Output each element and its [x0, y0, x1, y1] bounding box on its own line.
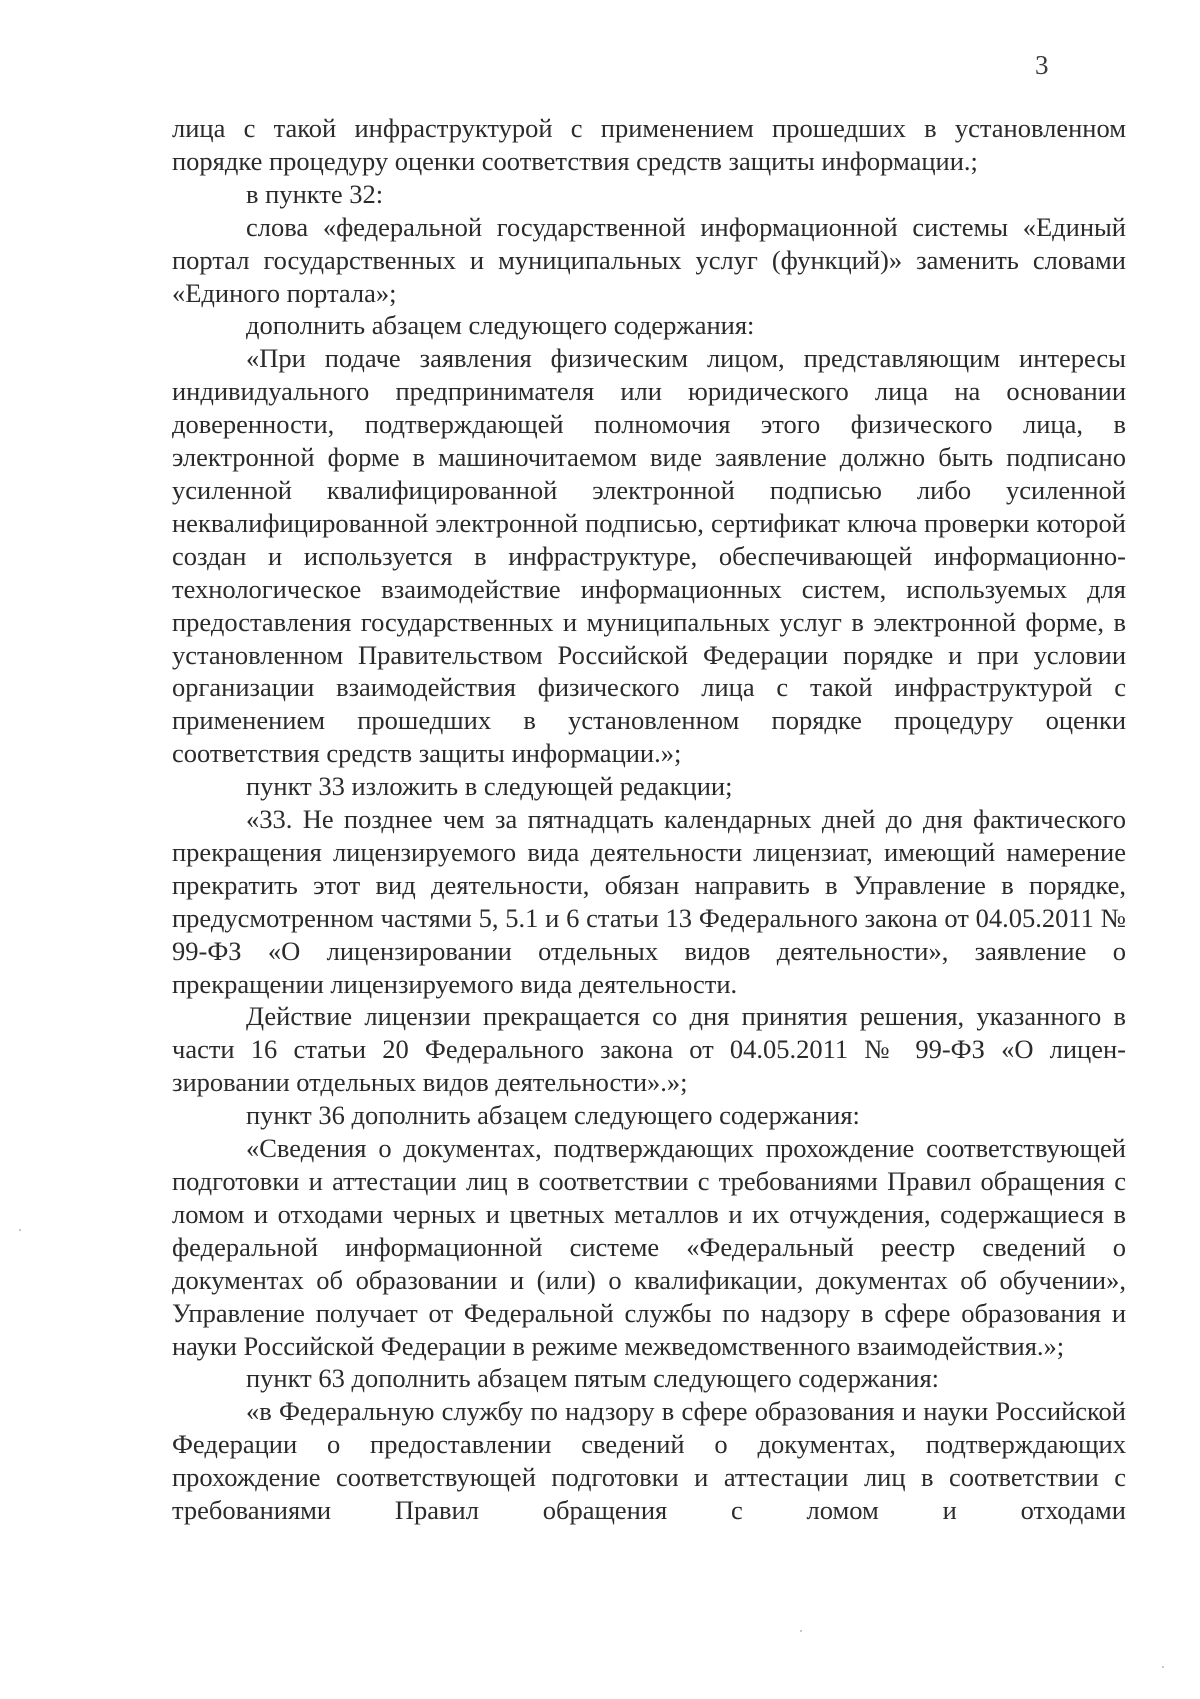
paragraph-2: в пункте 32:: [246, 178, 384, 209]
page-number: 3: [1035, 50, 1049, 80]
paragraph-8: Действие лицензии прекращается со дня принятия решения, указанного в части 16 статьи 20 Федерального закона от 04.05.2011 № 99-ФЗ «О лицен-зировании отдельных видов деятельности».»;: [172, 1001, 1126, 1098]
scan-speck: [800, 1630, 802, 1632]
paragraph-12: «в Федеральную службу по надзору в сфере образования и науки Российской Федерации о предоставлении сведений о документах, подтверждающих прохождение соответствующей подготовки и аттестации лиц в соответствии с требованиями Правил обращения с ломом и отходами: [172, 1396, 1126, 1526]
paragraph-10: «Сведения о документах, подтверждающих прохождение соответствующей подготовки и аттестации лиц в соответствии с требованиями Правил обращения с ломом и отходами черных и цветных металлов и их отчуждения, содержащиеся в федеральной информационной системе «Федеральный реестр сведений о документах об образовании и (или) о квалификации, документах об обучении», Управление получает от Федеральной службы по надзору в сфере образования и науки Российской Федерации в режиме межведомственного взаимодействия.»;: [172, 1133, 1126, 1361]
paragraph-3: слова «федеральной государственной информационной системы «Единый портал государственных и муниципальных услуг (функций)» заменить словами «Единого портала»;: [172, 211, 1126, 308]
paragraph-1: лица с такой инфраструктурой с применением прошедших в установленном порядке процедуру оценки соответствия средств защиты информации.;: [172, 113, 1126, 176]
scan-speck: [19, 1229, 21, 1231]
paragraph-5: «При подаче заявления физическим лицом, представляющим интересы индивидуального предпринимателя или юридического лица на основании доверенности, подтверждающей полномочия этого физического лица, в электронной форме в машиночитаемом виде заявление должно быть подписано усиленной квалифицированной электронной подписью либо усиленной неквалифицированной электронной подписью, сертификат ключа проверки которой создан и используется в инфраструктуре, обеспечивающей информационно-технологическое взаимодействие информационных систем, используемых для предоставления государственных и муниципальных услуг в электронной форме, в установленном Правительством Российской Федерации порядке и при условии организации взаимодействия физического лица с такой инфраструктурой с применением прошедших в установленном порядке процедуру оценки соответствия средств защиты информации.»;: [172, 343, 1126, 769]
document-body: [172, 112, 1126, 1527]
paragraph-6: пункт 33 изложить в следующей редакции;: [246, 771, 733, 802]
paragraph-9: пункт 36 дополнить абзацем следующего содержания:: [246, 1100, 860, 1131]
paragraph-4: дополнить абзацем следующего содержания:: [246, 310, 755, 341]
scan-speck: [1162, 1666, 1164, 1668]
paragraph-11: пункт 63 дополнить абзацем пятым следующего содержания:: [246, 1363, 940, 1394]
paragraph-7: «33. Не позднее чем за пятнадцать календарных дней до дня фактического прекращения лицензируемого вида деятельности лицензиат, имеющий намерение прекратить этот вид деятельности, обязан направить в Управление в порядке, предусмотренном частями 5, 5.1 и 6 статьи 13 Федерального закона от 04.05.2011 № 99-ФЗ «О лицензировании отдельных видов деятельности», заявление о прекращении лицензируемого вида деятельности.: [172, 804, 1126, 999]
